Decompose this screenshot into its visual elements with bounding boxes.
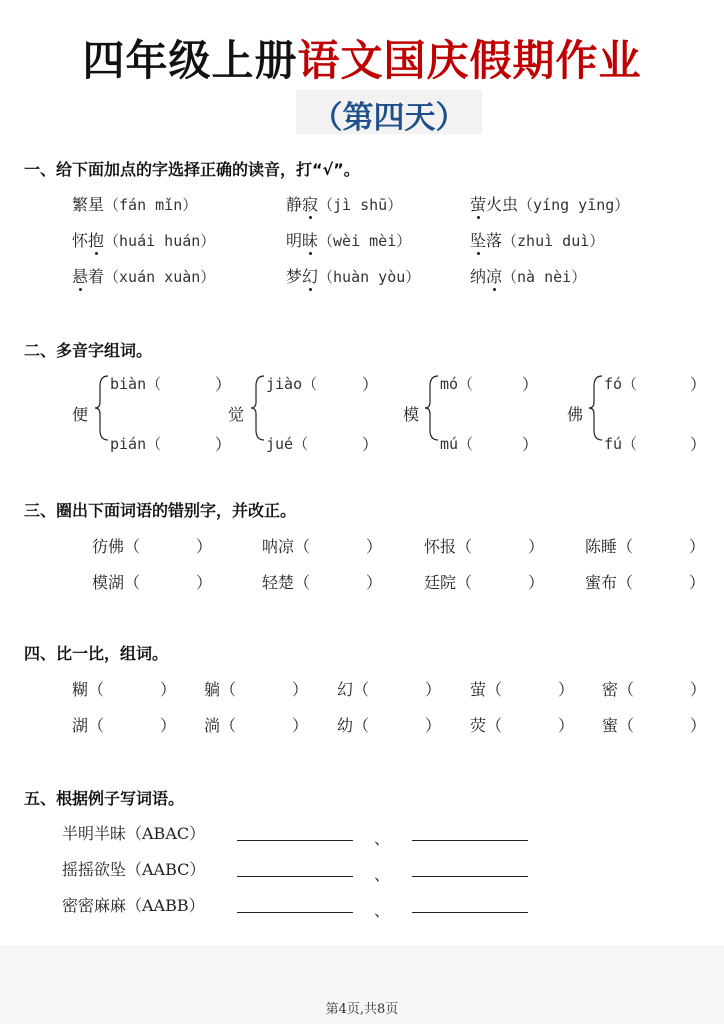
correction-item: 彷佛（: [92, 537, 141, 556]
word-part: 纳: [470, 267, 487, 286]
section-4-title: 四、比一比，组词。: [24, 644, 169, 663]
answer-line[interactable]: [237, 876, 353, 877]
dotted-char: 凉: [486, 267, 503, 286]
pinyin-choices: （xuán xuàn）: [104, 268, 216, 286]
example-word: 摇摇欲坠（AABC）: [62, 860, 206, 879]
answer-line[interactable]: [412, 912, 528, 913]
pinyin-top: mó（: [440, 375, 474, 393]
compare-item: 蜜（: [602, 716, 635, 735]
word-part: 静: [286, 195, 303, 214]
page-subtitle: （第四天）: [311, 100, 467, 136]
pinyin-bottom: jué（: [266, 435, 309, 453]
correction-item: 廷院（: [424, 573, 473, 592]
answer-line[interactable]: [237, 912, 353, 913]
dotted-char: 悬: [72, 267, 89, 286]
pinyin-item: [470, 264, 586, 287]
pinyin-item: [286, 228, 411, 251]
example-word: 密密麻麻（AABB）: [62, 896, 205, 915]
title-subject: 语文国庆假期作业: [297, 36, 642, 85]
compare-item: 湖（: [72, 716, 105, 735]
separator: 、: [374, 829, 391, 848]
answer-line[interactable]: [412, 876, 528, 877]
word-part: 梦: [286, 267, 303, 286]
word-part: 着: [88, 267, 105, 286]
compare-item: 萤（: [470, 680, 503, 699]
pinyin-top: jiào（: [266, 375, 318, 393]
pinyin-item: [286, 192, 402, 215]
pinyin-item: [470, 192, 629, 215]
page-title: [0, 28, 724, 88]
pinyin-choices: （wèi mèi）: [318, 232, 412, 250]
polyphone-char: 觉: [228, 405, 245, 424]
paren-close: ）: [292, 680, 309, 699]
pinyin-choices: （huàn yòu）: [318, 268, 421, 286]
pinyin-choices: （nà nèi）: [502, 268, 587, 286]
pinyin-item: [72, 192, 197, 215]
correction-item: 轻楚（: [262, 573, 311, 592]
paren-close: ）: [425, 716, 442, 735]
pinyin-bottom: mú（: [440, 435, 474, 453]
paren-close: ）: [292, 716, 309, 735]
paren-close: ）: [690, 680, 707, 699]
pinyin-choices: （huái huán）: [104, 232, 216, 250]
paren-close: ）: [215, 375, 232, 394]
word-part: 星: [88, 195, 105, 214]
polyphone-char: 佛: [567, 405, 584, 424]
dotted-char: 坠: [470, 231, 487, 250]
example-word: 半明半昧（ABAC）: [62, 824, 206, 843]
correction-item: 怀报（: [424, 537, 473, 556]
paren-close: ）: [528, 573, 545, 592]
brace-icon: [94, 374, 110, 442]
paren-close: ）: [690, 375, 707, 394]
paren-close: ）: [362, 375, 379, 394]
paren-close: ）: [558, 680, 575, 699]
pinyin-item: [286, 264, 420, 287]
word-part: 火虫: [486, 195, 519, 214]
section-5-title: 五、根据例子写词语。: [24, 789, 185, 808]
pinyin-bottom: fú（: [604, 435, 638, 453]
paren-close: ）: [690, 716, 707, 735]
title-grade: 四年级上册: [82, 36, 298, 85]
compare-item: 躺（: [204, 680, 237, 699]
brace-icon: [250, 374, 266, 442]
word-part: 怀: [72, 231, 89, 250]
pinyin-top: biàn（: [110, 375, 162, 393]
compare-item: 淌（: [204, 716, 237, 735]
paren-close: ）: [366, 537, 383, 556]
polyphone-char: 模: [403, 405, 420, 424]
paren-close: ）: [522, 375, 539, 394]
paren-close: ）: [196, 573, 213, 592]
section-1-title: 一、给下面加点的字选择正确的读音，打“√”。: [24, 160, 360, 179]
paren-close: ）: [690, 435, 707, 454]
brace-icon: [424, 374, 440, 442]
paren-close: ）: [160, 716, 177, 735]
correction-item: 模湖（: [92, 573, 141, 592]
pinyin-top: fó（: [604, 375, 638, 393]
pinyin-choices: （fán mǐn）: [104, 196, 198, 214]
correction-item: 蜜布（: [585, 573, 634, 592]
word-part: 繁: [72, 195, 89, 214]
separator: 、: [374, 865, 391, 884]
compare-item: 荧（: [470, 716, 503, 735]
word-part: 明: [286, 231, 303, 250]
pinyin-choices: （jì shū）: [318, 196, 403, 214]
paren-close: ）: [196, 537, 213, 556]
correction-item: 陈睡（: [585, 537, 634, 556]
paren-close: ）: [558, 716, 575, 735]
paren-close: ）: [689, 573, 706, 592]
separator: 、: [374, 901, 391, 920]
dotted-char: 寂: [302, 195, 319, 214]
paren-close: ）: [425, 680, 442, 699]
word-part: 落: [486, 231, 503, 250]
compare-item: 幻（: [337, 680, 370, 699]
paren-close: ）: [366, 573, 383, 592]
paren-close: ）: [689, 537, 706, 556]
dotted-char: 抱: [88, 231, 105, 250]
paren-close: ）: [528, 537, 545, 556]
compare-item: 密（: [602, 680, 635, 699]
section-2-title: 二、多音字组词。: [24, 341, 153, 360]
paren-close: ）: [215, 435, 232, 454]
pinyin-bottom: pián（: [110, 435, 162, 453]
pinyin-item: [72, 264, 215, 287]
section-3-title: 三、圈出下面词语的错别字，并改正。: [24, 501, 297, 520]
compare-item: 糊（: [72, 680, 105, 699]
paren-close: ）: [362, 435, 379, 454]
pinyin-choices: （yíng yīng）: [518, 196, 630, 214]
answer-line[interactable]: [237, 840, 353, 841]
dotted-char: 萤: [470, 195, 487, 214]
answer-line[interactable]: [412, 840, 528, 841]
pinyin-item: [72, 228, 215, 251]
correction-item: 呐凉（: [262, 537, 311, 556]
compare-item: 幼（: [337, 716, 370, 735]
dotted-char: 昧: [302, 231, 319, 250]
brace-icon: [588, 374, 604, 442]
paren-close: ）: [522, 435, 539, 454]
pinyin-item: [470, 228, 604, 251]
dotted-char: 幻: [302, 267, 319, 286]
polyphone-char: 便: [72, 405, 89, 424]
paren-close: ）: [160, 680, 177, 699]
pinyin-choices: （zhuì duì）: [502, 232, 605, 250]
page-number: 第4页,共8页: [325, 1002, 399, 1017]
